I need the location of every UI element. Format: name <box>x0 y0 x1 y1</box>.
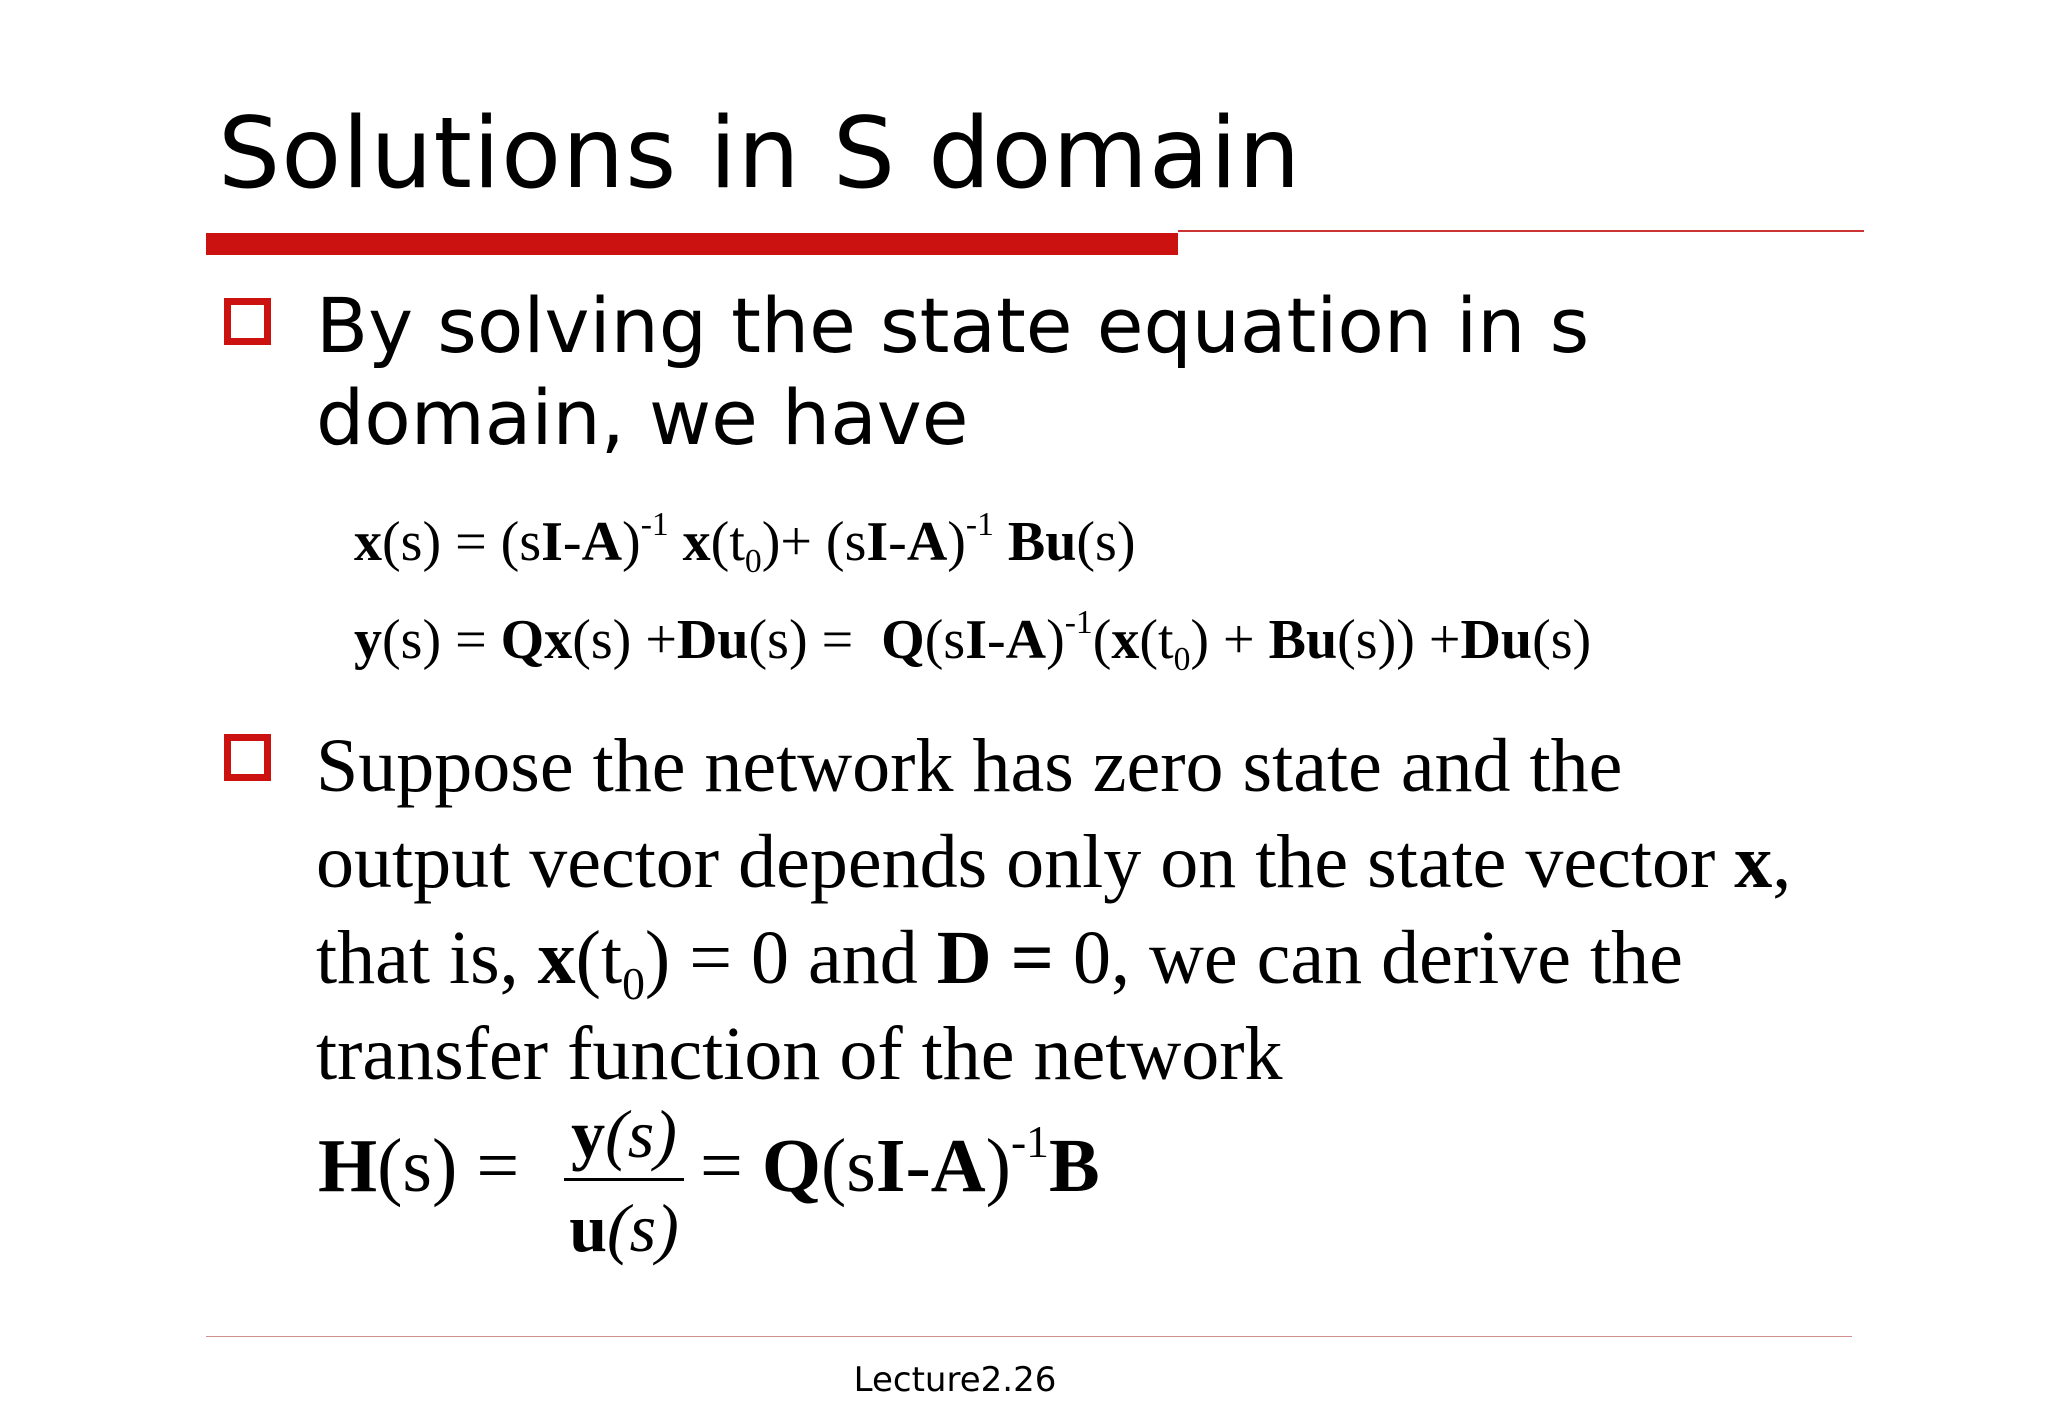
bullet2-line2-text: output vector depends only on the state vector <box>316 820 1735 904</box>
bullet2-line3-mid: ) = 0 and <box>644 916 937 1000</box>
eq3-p1: (s <box>821 1124 876 1208</box>
eq1-zero: 0 <box>744 542 762 580</box>
eq3-A: A <box>930 1124 986 1208</box>
eq1-A: A <box>581 511 623 573</box>
eq1-tail: (s) <box>1076 511 1136 573</box>
eq1-Bu: Bu <box>1007 511 1077 573</box>
eq1-I2: I <box>866 511 889 573</box>
bullet2-line3-zero: 0 <box>622 957 645 1009</box>
eq2-Du2: Du <box>1460 609 1533 671</box>
bullet2-line3-text: that is, <box>316 916 538 1000</box>
equation-y-of-s <box>354 603 1592 678</box>
eq2-inverse: -1 <box>1064 603 1093 641</box>
eq1-close: ) <box>622 511 641 573</box>
fraction-bar <box>564 1178 684 1181</box>
eq2-p2: (s) + <box>572 609 677 671</box>
bullet2-line3-D: D = <box>936 916 1073 1000</box>
eq2-p8: ) + <box>1190 609 1269 671</box>
bullet2-line1: Suppose the network has zero state and the <box>316 724 1623 808</box>
eq2-p9: (s)) + <box>1337 609 1461 671</box>
fraction-denominator <box>560 1190 688 1266</box>
eq2-Qx: Qx <box>500 609 573 671</box>
footer-divider <box>206 1336 1852 1337</box>
eq2-A: A <box>1005 609 1047 671</box>
eq2-Q: Q <box>881 609 925 671</box>
eq2-p1: (s) = <box>382 609 501 671</box>
eq1-I: I <box>541 511 563 573</box>
bullet-square-icon <box>224 298 271 345</box>
eq1-A2: A <box>906 511 948 573</box>
eq2-dash: - <box>986 609 1006 671</box>
transfer-function-lhs <box>318 1124 520 1208</box>
eq2-Du: Du <box>676 609 749 671</box>
eq3-den-s: (s) <box>607 1190 679 1266</box>
eq2-p4: (s <box>924 609 966 671</box>
eq1-dash: - <box>562 511 582 573</box>
bullet2-line3 <box>316 916 1683 1009</box>
eq1-plus: )+ (s <box>761 511 867 573</box>
bullet2-line3-x: x <box>537 916 576 1000</box>
eq2-I: I <box>965 609 987 671</box>
eq2-p10: (s) <box>1532 609 1592 671</box>
eq3-B: B <box>1048 1124 1100 1208</box>
bullet2-line2-comma: , <box>1772 820 1792 904</box>
eq1-x: x <box>354 511 382 573</box>
eq2-y: y <box>354 609 382 671</box>
title-underline-thin <box>1178 230 1864 232</box>
eq3-p2: ) <box>985 1124 1011 1208</box>
bullet2-line2 <box>316 820 1792 904</box>
eq1-dash2: - <box>888 511 907 573</box>
eq2-Bu: Bu <box>1268 609 1338 671</box>
eq2-p5: ) <box>1046 609 1065 671</box>
eq3-H: H <box>318 1124 378 1208</box>
eq2-x: x <box>1111 609 1140 671</box>
eq1-x2: x <box>682 511 711 573</box>
equation-x-of-s <box>354 505 1136 580</box>
eq1-t: (t <box>710 511 745 573</box>
eq3-num-y: y <box>571 1096 606 1172</box>
bullet-square-icon <box>224 734 271 781</box>
bullet2-line3-end: 0, we can derive the <box>1073 916 1683 1000</box>
eq3-den-u: u <box>569 1190 608 1266</box>
transfer-function-rhs <box>700 1115 1100 1208</box>
eq3-num-s: (s) <box>605 1096 677 1172</box>
slide-number: Lecture2.26 <box>853 1360 1057 1400</box>
bullet1-line2: domain, we have <box>316 373 969 462</box>
eq3-lhs: (s) = <box>377 1124 520 1208</box>
eq3-dash: - <box>905 1124 931 1208</box>
eq1-inverse: -1 <box>640 505 669 543</box>
eq3-Q: Q <box>761 1124 821 1208</box>
eq2-zero: 0 <box>1173 640 1191 678</box>
eq2-p7: (t <box>1139 609 1174 671</box>
fraction-numerator <box>560 1096 688 1172</box>
eq3-I: I <box>875 1124 906 1208</box>
eq3-eqsign: = <box>700 1124 762 1208</box>
eq1-part: (s) = (s <box>382 511 542 573</box>
eq2-p3: (s) = <box>748 609 882 671</box>
eq1-close2: ) <box>947 511 966 573</box>
eq3-inverse: -1 <box>1010 1115 1049 1167</box>
bullet2-line3-t: (t <box>575 916 623 1000</box>
eq2-p6: ( <box>1092 609 1112 671</box>
title-underline-thick <box>206 233 1178 255</box>
eq1-inverse2: -1 <box>965 505 994 543</box>
slide-title: Solutions in S domain <box>218 97 1302 211</box>
bullet2-line4: transfer function of the network <box>316 1012 1283 1096</box>
bullet1-line1: By solving the state equation in s <box>316 281 1590 370</box>
bullet2-line2-x: x <box>1734 820 1773 904</box>
